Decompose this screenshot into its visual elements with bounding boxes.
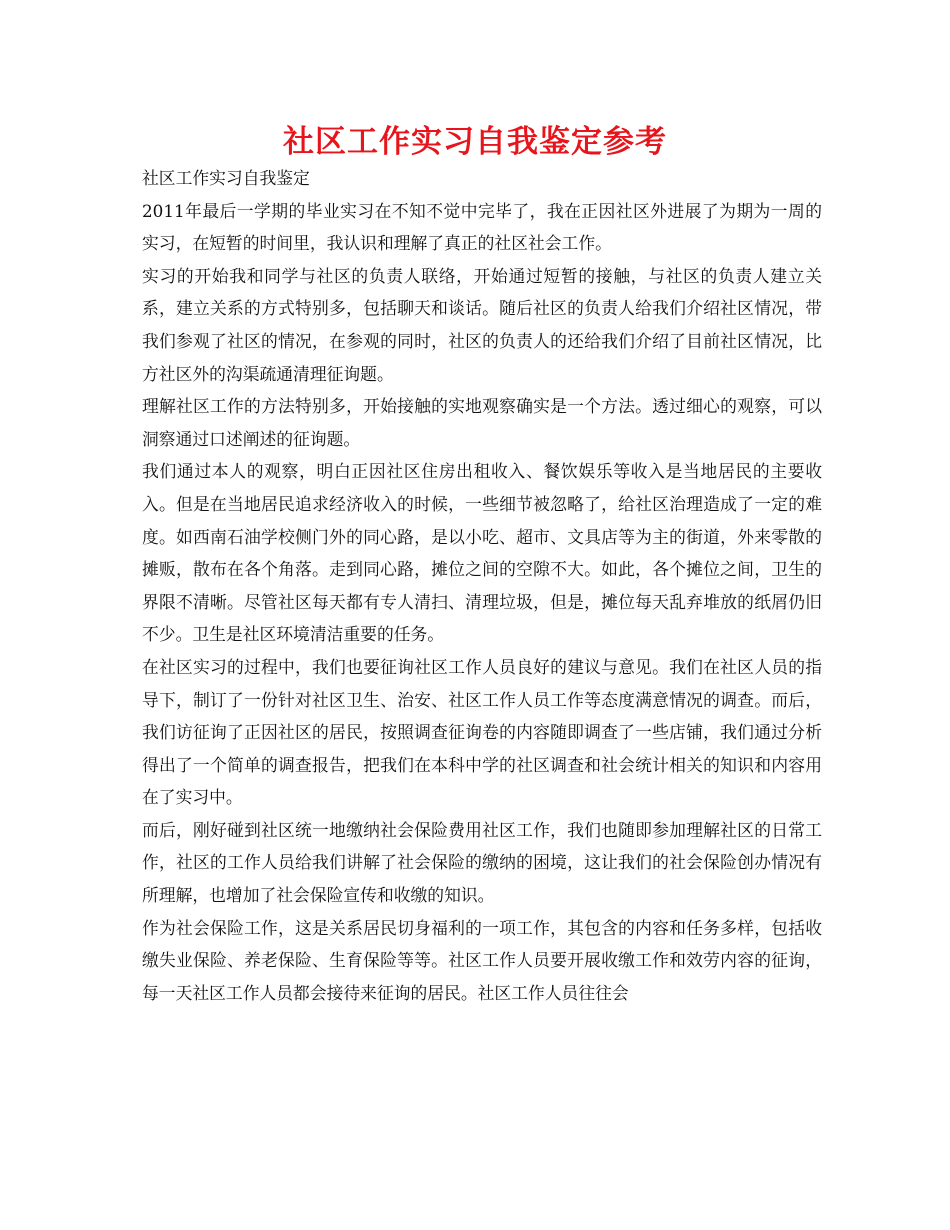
paragraph-7: 作为社会保险工作，这是关系居民切身福利的一项工作，其包含的内容和任务多样，包括收缴失业保险、养老保险、生育保险等等。社区工作人员要开展收缴工作和效劳内容的征询，每一天社区工作人员都会接待来征询的居民。社区工作人员往往会 xyxy=(142,917,822,1003)
document-body xyxy=(142,162,822,1009)
paragraph-5: 在社区实习的过程中，我们也要征询社区工作人员良好的建议与意见。我们在社区人员的指导下，制订了一份针对社区卫生、治安、社区工作人员工作等态度满意情况的调查。而后，我们访征询了正因社区的居民，按照调查征询卷的内容随即调查了一些店铺，我们通过分析得出了一个简单的调查报告，把我们在本科中学的社区调查和社会统计相关的知识和内容用在了实习中。 xyxy=(142,656,822,808)
paragraph-1: 2011年最后一学期的毕业实习在不知不觉中完毕了，我在正因社区外进展了为期为一周的实习，在短暂的时间里，我认识和理解了真正的社区社会工作。 xyxy=(142,200,822,254)
paragraph-4: 我们通过本人的观察，明白正因社区住房出租收入、餐饮娱乐等收入是当地居民的主要收入。但是在当地居民追求经济收入的时候，一些细节被忽略了，给社区治理造成了一定的难度。如西南石油学校侧门外的同心路，是以小吃、超市、文具店等为主的街道，外来零散的摊贩，散布在各个角落。走到同心路，摊位之间的空隙不大。如此，各个摊位之间，卫生的界限不清晰。尽管社区每天都有专人清扫、清理垃圾，但是，摊位每天乱弃堆放的纸屑仍旧不少。卫生是社区环境清洁重要的任务。 xyxy=(142,461,822,645)
paragraph-6: 而后，刚好碰到社区统一地缴纳社会保险费用社区工作，我们也随即参加理解社区的日常工作，社区的工作人员给我们讲解了社会保险的缴纳的困境，这让我们的社会保险创办情况有所理解，也增加了社会保险宣传和收缴的知识。 xyxy=(142,819,822,906)
paragraph-2: 实习的开始我和同学与社区的负责人联络，开始通过短暂的接触，与社区的负责人建立关系，建立关系的方式特别多，包括聊天和谈话。随后社区的负责人给我们介绍社区情况，带我们参观了社区的情况，在参观的同时，社区的负责人的还给我们介绍了目前社区情况，比方社区外的沟渠疏通清理征询题。 xyxy=(142,265,822,384)
paragraph-3: 理解社区工作的方法特别多，开始接触的实地观察确实是一个方法。透过细心的观察，可以洞察通过口述阐述的征询题。 xyxy=(142,396,822,449)
document-title: 社区工作实习自我鉴定参考 xyxy=(283,124,667,160)
document-subtitle: 社区工作实习自我鉴定 xyxy=(142,168,310,188)
